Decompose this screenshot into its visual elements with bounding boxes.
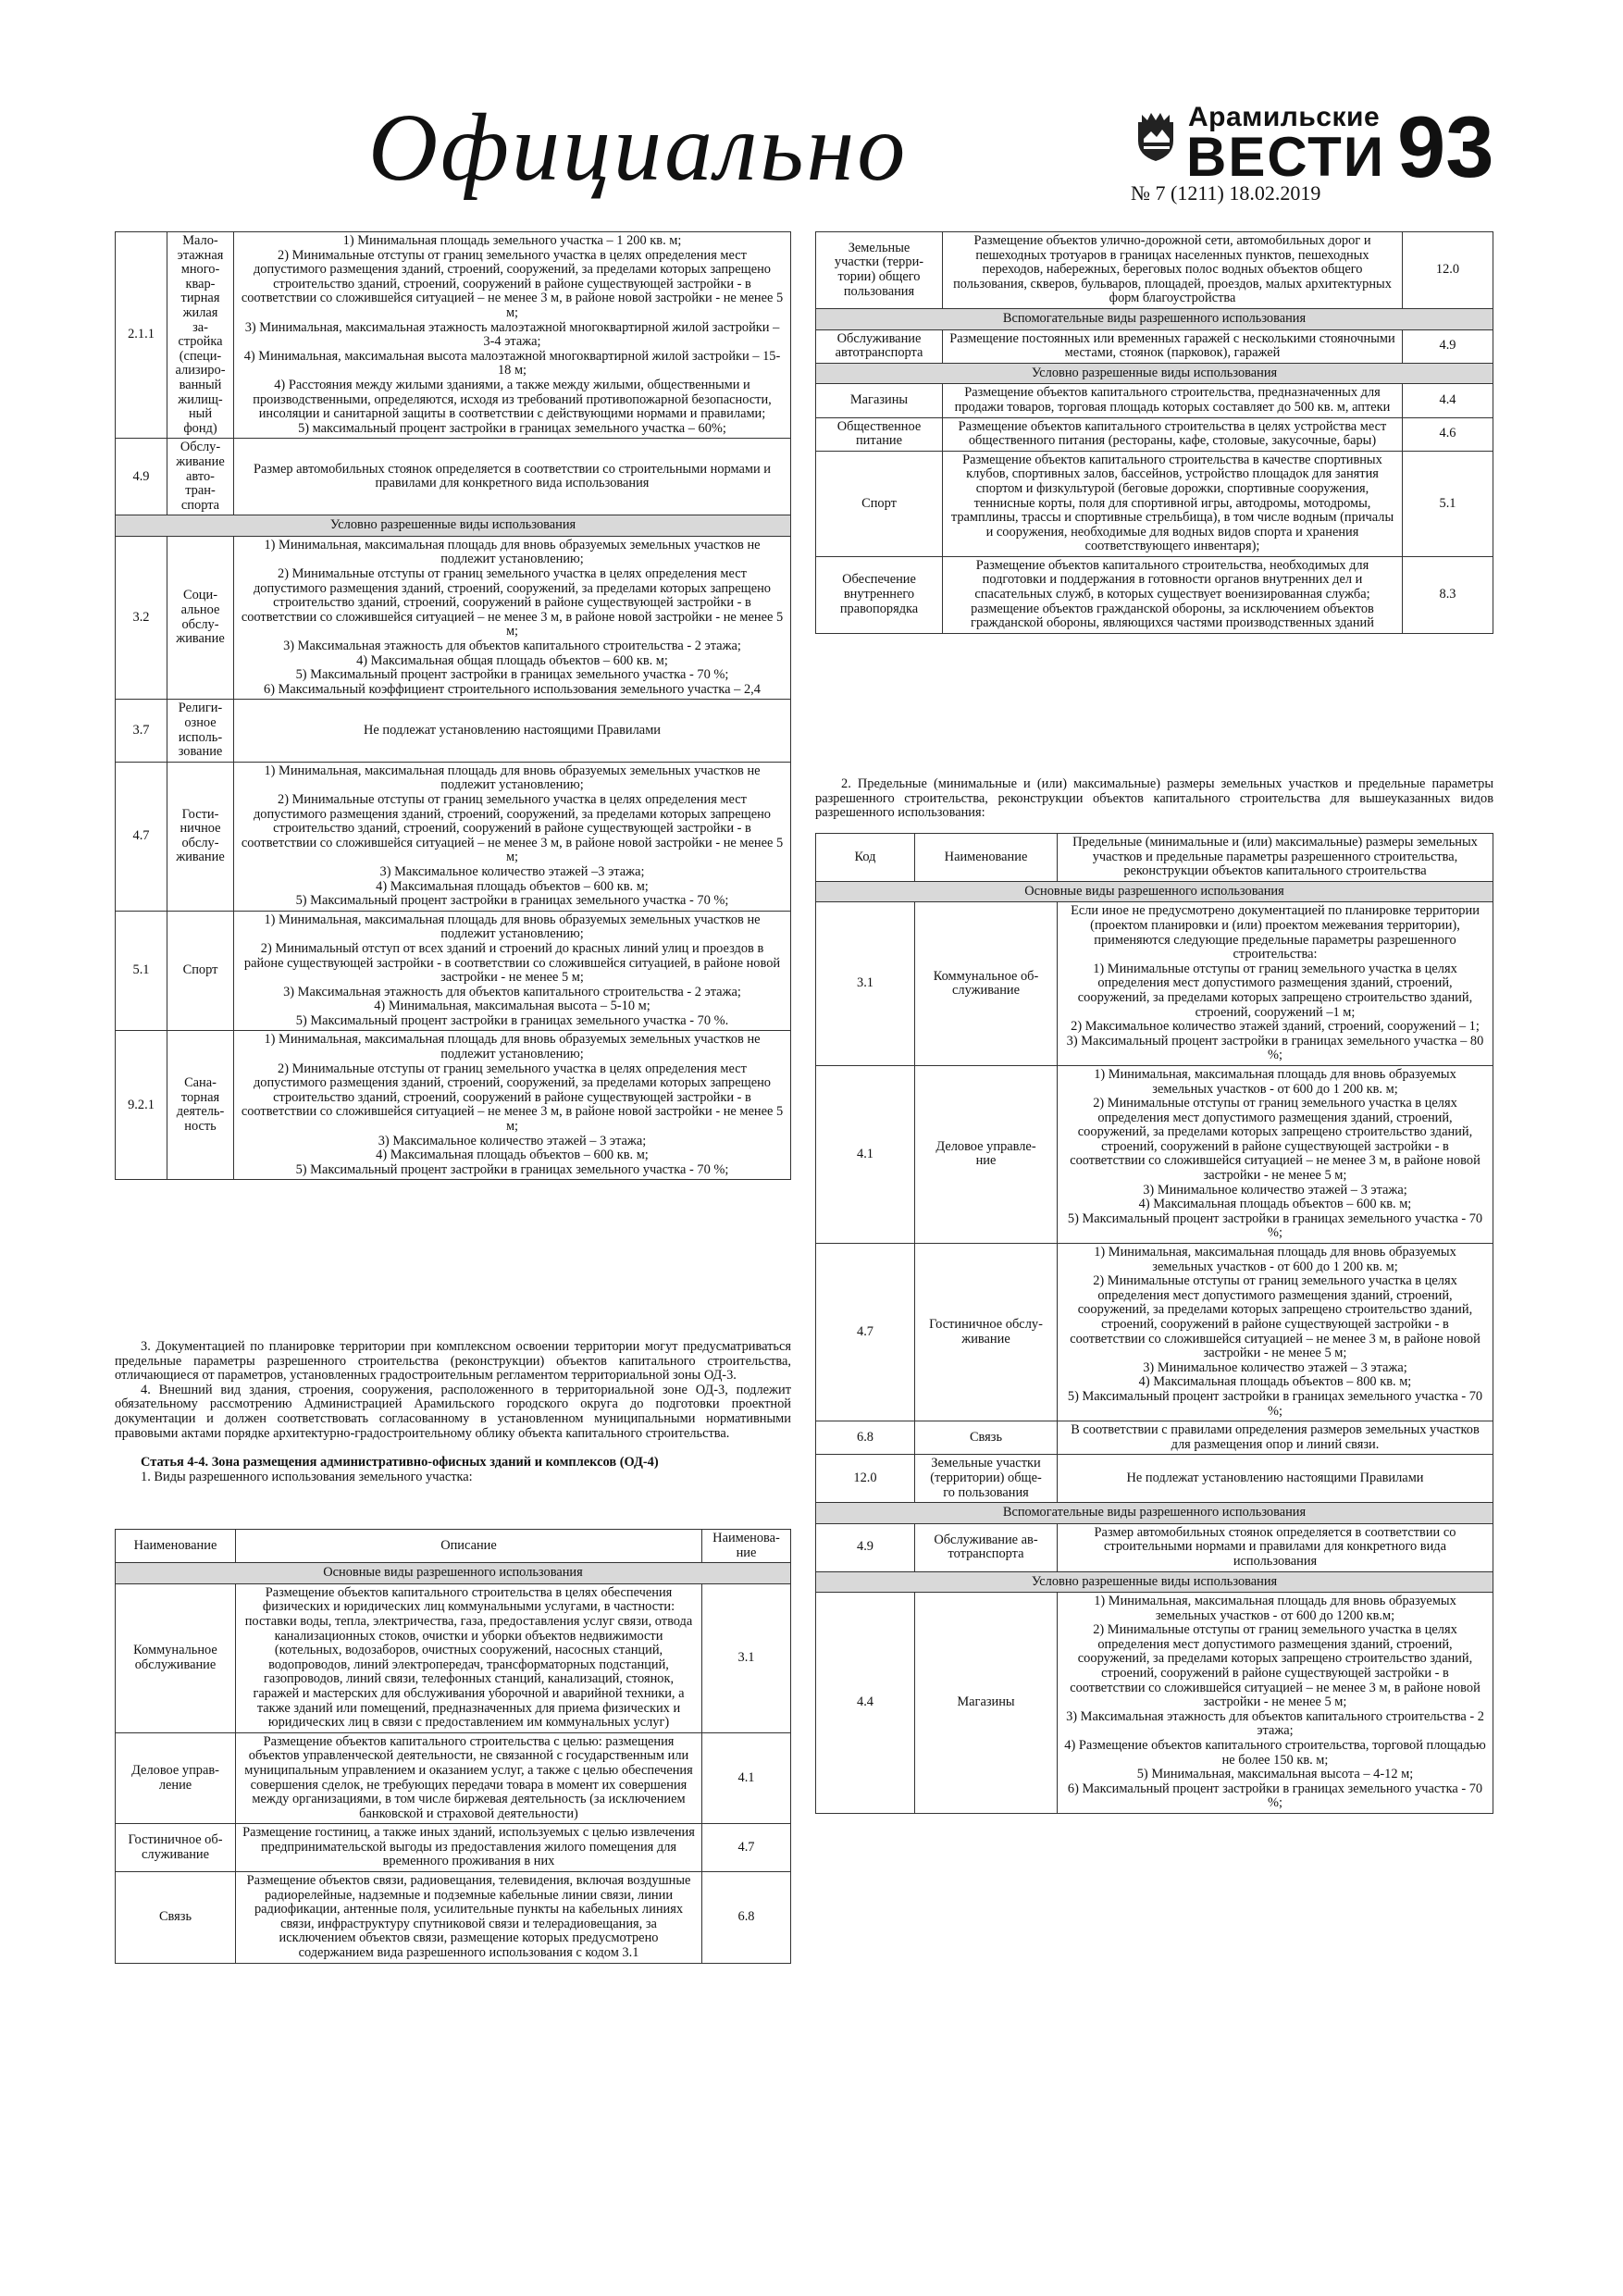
- brand-main-text: ВЕСТИ: [1186, 126, 1385, 188]
- column-header: Предельные (минимальные и (или) максимальные) размеры земельных участков и предельные параметры разрешенного строительства, реконструкции объектов капитального строительства: [1058, 834, 1493, 882]
- table-row: [816, 232, 1493, 309]
- use-description: 1) Минимальная, максимальная площадь для вновь образуемых земельных участков не подлежит установлению; 2) Минимальные отступы от границ земельного участка в целях определения мест допустимого размещения зданий, строений, сооружений, за пределами которых запрещено строительство зданий, строений, сооружений в районе существующей застройки - в соответствии со сложившейся ситуацией – не менее 3 м, в районе новой застройки - не менее 5 м; 3) Максимальное количество этажей – 3 этажа; 4) Максимальная площадь объектов – 600 кв. м; 5) Максимальный процент застройки в границах земельного участка - 70 %;: [234, 1031, 791, 1180]
- use-code: 4.9: [816, 1523, 915, 1571]
- table-row: [116, 536, 791, 700]
- use-name: Магазины: [915, 1593, 1058, 1814]
- category-label: Вспомогательные виды разрешенного использования: [816, 308, 1493, 329]
- header-row: [816, 834, 1493, 882]
- use-description: 1) Минимальная, максимальная площадь для вновь образуемых земельных участков не подлежит установлению; 2) Минимальные отступы от границ земельного участка в целях определения мест допустимого размещения зданий, строений, сооружений, за пределами которых запрещено строительство зданий, строений, сооружений в районе существующей застройки - в соответствии со сложившейся ситуацией – не менее 3 м, в районе новой застройки - не менее 5 м; 3) Максимальное количество этажей –3 этажа; 4) Максимальная площадь объектов – 600 кв. м; 5) Максимальный процент застройки в границах земельного участка - 70 %;: [234, 762, 791, 911]
- table-row: [816, 1421, 1493, 1455]
- use-name: Спорт: [816, 451, 943, 556]
- table-body: [116, 1530, 791, 1964]
- use-code: 6.8: [816, 1421, 915, 1455]
- zone-od3-table: [115, 231, 791, 1180]
- category-label: Условно разрешенные виды использования: [116, 515, 791, 537]
- use-code: 8.3: [1403, 556, 1493, 633]
- category-label: Условно разрешенные виды использования: [816, 363, 1493, 384]
- table-row: [116, 1872, 791, 1964]
- table-row: [116, 762, 791, 911]
- use-code: 3.1: [702, 1583, 791, 1732]
- section-title: Официально: [368, 94, 909, 201]
- table-row: [116, 700, 791, 762]
- column-header: Наименование: [116, 1530, 236, 1563]
- use-code: 4.7: [116, 762, 167, 911]
- left-notes: [115, 1340, 791, 1484]
- use-code: 3.2: [116, 536, 167, 700]
- table-row: [816, 556, 1493, 633]
- table-body: [816, 834, 1493, 1814]
- use-code: 3.1: [816, 902, 915, 1066]
- use-name: Спорт: [167, 911, 234, 1031]
- use-name: Обслуживание автотранспорта: [816, 329, 943, 363]
- use-name: Мало- этажная много- квар- тирная жилая за- стройка (специ- ализиро- ванный жилищ- ный фонд): [167, 232, 234, 439]
- use-description: Не подлежат установлению настоящими Правилами: [234, 700, 791, 762]
- use-name: Обслу- живание авто- тран- спорта: [167, 439, 234, 515]
- use-name: Связь: [116, 1872, 236, 1964]
- use-code: 4.1: [816, 1065, 915, 1243]
- use-name: Связь: [915, 1421, 1058, 1455]
- table-row: [816, 384, 1493, 417]
- column-header: Наименова- ние: [702, 1530, 791, 1563]
- table-row: [116, 1031, 791, 1180]
- table-row: [816, 1244, 1493, 1421]
- use-description: Размещение объектов связи, радиовещания, телевидения, включая воздушные радиорелейные, надземные и подземные кабельные линии связи, линии радиофикации, антенные поля, усилительные пункты на кабельных линиях связи, инфраструктуру спутниковой связи и телерадиовещания, за исключением объектов связи, размещение которых предусмотрено содержанием вида разрешенного использования с кодом 3.1: [236, 1872, 702, 1964]
- use-description: 1) Минимальная, максимальная площадь для вновь образуемых земельных участков - от 600 до 1 200 кв. м; 2) Минимальные отступы от границ земельного участка в целях определения мест допустимого размещения зданий, строений, сооружений, за пределами которых запрещено строительство зданий, строений, сооружений в районе существующей застройки - в соответствии со сложившейся ситуацией – не менее 3 м, в районе новой застройки - не менее 5 м; 3) Минимальное количество этажей – 3 этажа; 4) Максимальная площадь объектов – 800 кв. м; 5) Максимальный процент застройки в границах земельного участка - 70 %;: [1058, 1244, 1493, 1421]
- use-code: 6.8: [702, 1872, 791, 1964]
- use-description: Размещение объектов капитального строительства с целью: размещения объектов управленческой деятельности, не связанной с государственным или муниципальным управлением и оказанием услуг, а также с целью обеспечения совершения сделок, не требующих передачи товара в момент их совершения между организациями, в том числе биржевая деятельность (за исключением банковской и страховой деятельности): [236, 1732, 702, 1824]
- use-description: 1) Минимальная площадь земельного участка – 1 200 кв. м; 2) Минимальные отступы от границ земельного участка в целях определения мест допустимого размещения зданий, строений, сооружений, за пределами которых запрещено строительство зданий, строений, сооружений в районе существующей застройки - в соответствии со сложившейся ситуацией – не менее 3 м, в районе новой застройки - не менее 5 м; 3) Минимальная, максимальная этажность малоэтажной многоквартирной жилой застройки – 3-4 этажа; 4) Минимальная, максимальная высота малоэтажной многоквартирной жилой застройки – 15-18 м; 4) Расстояния между жилыми зданиями, а также между жилыми, общественными и производственными, определяются, исходя из требований противопожарной безопасности, инсоляции и санитарной защиты в соответствии с действующими нормами и правилами; 5) максимальный процент застройки в границах земельного участка – 60%;: [234, 232, 791, 439]
- use-code: 4.9: [116, 439, 167, 515]
- table-body: [116, 232, 791, 1180]
- use-description: Размещение объектов капитального строительства в целях устройства мест общественного питания (рестораны, кафе, столовые, закусочные, бары): [943, 417, 1403, 451]
- article-heading: Статья 4-4. Зона размещения административно-офисных зданий и комплексов (ОД-4): [141, 1455, 659, 1471]
- use-name: Обслуживание ав- тотранспорта: [915, 1523, 1058, 1571]
- paragraph-1: 1. Виды разрешенного использования земельного участка:: [141, 1469, 473, 1484]
- category-row: [816, 881, 1493, 902]
- table-row: [816, 329, 1493, 363]
- category-row: [116, 1563, 791, 1584]
- permitted-uses-table: [815, 231, 1493, 634]
- table-body: [816, 232, 1493, 634]
- column-header: Наименование: [915, 834, 1058, 882]
- use-name: Сана- торная деятель- ность: [167, 1031, 234, 1180]
- use-name: Земельные участки (территории) обще- го пользования: [915, 1455, 1058, 1503]
- use-description: Размещение объектов улично-дорожной сети, автомобильных дорог и пешеходных тротуаров в границах населенных пунктов, пешеходных переходов, набережных, береговых полос водных объектов общего пользования, скверов, бульваров, площадей, проездов, малых архитектурных форм благоустройства: [943, 232, 1403, 309]
- brand-top-text: Арамильские: [1188, 102, 1381, 132]
- table-row: [116, 439, 791, 515]
- table-row: [816, 1523, 1493, 1571]
- use-name: Земельные участки (терри- тории) общего пользования: [816, 232, 943, 309]
- zone-od4-uses-table: [115, 1529, 791, 1964]
- use-code: 4.4: [1403, 384, 1493, 417]
- table-row: [816, 417, 1493, 451]
- table-row: [116, 232, 791, 439]
- category-row: [816, 1503, 1493, 1524]
- use-description: Размер автомобильных стоянок определяется в соответствии со строительными нормами и правилами для конкретного вида использования: [234, 439, 791, 515]
- use-code: 4.1: [702, 1732, 791, 1824]
- page-number: 93: [1397, 98, 1494, 195]
- use-description: Размещение объектов капитального строительства в качестве спортивных клубов, спортивных залов, бассейнов, устройство площадок для занятия спортом и физкультурой (беговые дорожки, спортивные сооружения, теннисные корты, поля для спортивной игры, автодромы, мотодромы, трамплины, трассы и спортивные стрельбища), в том числе водным (причалы и сооружения, необходимые для водных видов спорта и хранения соответствующего инвентаря);: [943, 451, 1403, 556]
- category-label: Условно разрешенные виды использования: [816, 1571, 1493, 1593]
- use-code: 5.1: [1403, 451, 1493, 556]
- use-code: 3.7: [116, 700, 167, 762]
- use-name: Коммунальное об- служивание: [915, 902, 1058, 1066]
- category-row: [116, 515, 791, 537]
- table-row: [816, 902, 1493, 1066]
- use-description: Размещение объектов капитального строительства в целях обеспечения физических и юридических лиц коммунальными услугами, в частности: поставки воды, тепла, электричества, газа, предоставления услуг связи, отвода канализационных стоков, очистки и уборки объектов недвижимости (котельных, водозаборов, очистных сооружений, насосных станций, водопроводов, линий электропередач, трансформаторных подстанций, газопроводов, линий связи, телефонных станций, канализаций, стоянок, гаражей и мастерских для обслуживания уборочной и аварийной техники, а также зданий или помещений, предназначенных для приема физических и юридических лиц в связи с предоставлением им коммунальных услуг): [236, 1583, 702, 1732]
- use-description: Не подлежат установлению настоящими Правилами: [1058, 1455, 1493, 1503]
- use-name: Общественное питание: [816, 417, 943, 451]
- table-row: [816, 1455, 1493, 1503]
- column-header: Описание: [236, 1530, 702, 1563]
- use-name: Коммунальное обслуживание: [116, 1583, 236, 1732]
- use-name: Гостиничное обслу- живание: [915, 1244, 1058, 1421]
- use-code: 12.0: [816, 1455, 915, 1503]
- use-code: 9.2.1: [116, 1031, 167, 1180]
- category-row: [816, 1571, 1493, 1593]
- use-description: Размещение постоянных или временных гаражей с несколькими стояночными местами, стоянок (парковок), гаражей: [943, 329, 1403, 363]
- header-row: [116, 1530, 791, 1563]
- use-description: Размещение объектов капитального строительства, необходимых для подготовки и поддержания в готовности органов внутренних дел и спасательных служб, в которых существует военизированная служба; размещение объектов гражданской обороны, за исключением объектов гражданской обороны, являющихся частями производственных зданий: [943, 556, 1403, 633]
- use-code: 5.1: [116, 911, 167, 1031]
- category-row: [816, 363, 1493, 384]
- table-row: [116, 911, 791, 1031]
- use-code: 4.4: [816, 1593, 915, 1814]
- use-name: Обеспечение внутреннего правопорядка: [816, 556, 943, 633]
- use-code: 12.0: [1403, 232, 1493, 309]
- table-row: [816, 1065, 1493, 1243]
- use-description: Размер автомобильных стоянок определяется в соответствии со строительными нормами и правилами для конкретного вида использования: [1058, 1523, 1493, 1571]
- use-code: 4.6: [1403, 417, 1493, 451]
- use-description: Размещение объектов капитального строительства, предназначенных для продажи товаров, торговая площадь которых составляет до 500 кв. м, аптеки: [943, 384, 1403, 417]
- use-description: Размещение гостиниц, а также иных зданий, используемых с целью извлечения предпринимательской выгоды из предоставления жилого помещения для временного проживания в них: [236, 1824, 702, 1872]
- use-name: Деловое управле- ние: [915, 1065, 1058, 1243]
- newspaper-logo: [1134, 96, 1385, 188]
- use-code: 4.9: [1403, 329, 1493, 363]
- category-label: Основные виды разрешенного использования: [816, 881, 1493, 902]
- category-row: [816, 308, 1493, 329]
- limit-parameters-table: [815, 833, 1493, 1814]
- coat-of-arms-icon: [1134, 109, 1177, 163]
- use-description: 1) Минимальная, максимальная площадь для вновь образуемых земельных участков не подлежит установлению; 2) Минимальный отступ от всех зданий и строений до красных линий улиц и проездов в районе существующей застройки - в соответствии со сложившейся ситуацией, в районе новой застройки - не менее 5 м; 3) Максимальная этажность для объектов капитального строительства - 2 этажа; 4) Минимальная, максимальная высота – 5-10 м; 5) Максимальный процент застройки в границах земельного участка - 70 %.: [234, 911, 791, 1031]
- category-label: Вспомогательные виды разрешенного использования: [816, 1503, 1493, 1524]
- category-label: Основные виды разрешенного использования: [116, 1563, 791, 1584]
- use-name: Деловое управ- ление: [116, 1732, 236, 1824]
- use-code: 2.1.1: [116, 232, 167, 439]
- paragraph-3: 3. Документацией по планировке территории при комплексном освоении территории могут предусматриваться предельные параметры разрешенного строительства (реконструкции) объектов капитального строительства, отличающиеся от параметров, установленных градостроительным регламентом территориальной зоны ОД-3.: [115, 1339, 791, 1384]
- use-description: Если иное не предусмотрено документацией по планировке территории (проектом планировки и (или) проектом межевания территории), применяются следующие предельные параметры разрешенного строительства: 1) Минимальные отступы от границ земельного участка в целях определения мест допустимого размещения зданий, строений, сооружений, за пределами которых запрещено строительство зданий, строений, сооружений –1 м; 2) Максимальное количество этажей зданий, строений, сооружений – 1; 3) Максимальный процент застройки в границах земельного участка – 80 %;: [1058, 902, 1493, 1066]
- use-name: Гостиничное об- служивание: [116, 1824, 236, 1872]
- use-name: Соци- альное обслу- живание: [167, 536, 234, 700]
- use-code: 4.7: [702, 1824, 791, 1872]
- paragraph-4: 4. Внешний вид здания, строения, сооружения, расположенного в территориальной зоне ОД-3, подлежит обязательному рассмотрению Администрацией Арамильского городского округа до подготовки проектной документации и должен соответствовать согласованному в установленном муниципальными нормативными правовыми актами порядке архитектурно-градостроительному облику объекта капитального строительства.: [115, 1382, 791, 1441]
- use-name: Религи- озное исполь- зование: [167, 700, 234, 762]
- right-notes: [815, 777, 1493, 821]
- table-row: [116, 1824, 791, 1872]
- issue-info: № 7 (1211) 18.02.2019: [1131, 181, 1321, 205]
- use-name: Гости- ничное обслу- живание: [167, 762, 234, 911]
- table-row: [816, 1593, 1493, 1814]
- paragraph-2: 2. Предельные (минимальные и (или) максимальные) размеры земельных участков и предельные параметры разрешенного строительства, реконструкции объектов капитального строительства для вышеуказанных видов разрешенного использования:: [815, 776, 1493, 821]
- column-header: Код: [816, 834, 915, 882]
- use-description: 1) Минимальная, максимальная площадь для вновь образуемых земельных участков - от 600 до 1 200 кв. м; 2) Минимальные отступы от границ земельного участка в целях определения мест допустимого размещения зданий, строений, сооружений, за пределами которых запрещено строительство зданий, строений, сооружений в районе существующей застройки - в соответствии со сложившейся ситуацией – не менее 3 м, в районе новой застройки - не менее 5 м; 3) Минимальное количество этажей – 3 этажа; 4) Максимальная площадь объектов – 600 кв. м; 5) Максимальный процент застройки в границах земельного участка - 70 %;: [1058, 1065, 1493, 1243]
- use-description: 1) Минимальная, максимальная площадь для вновь образуемых земельных участков не подлежит установлению; 2) Минимальные отступы от границ земельного участка в целях определения мест допустимого размещения зданий, строений, сооружений, за пределами которых запрещено строительство зданий, строений, сооружений в районе существующей застройки - в соответствии со сложившейся ситуацией – не менее 3 м, в районе новой застройки - не менее 5 м; 3) Максимальная этажность для объектов капитального строительства - 2 этажа; 4) Максимальная общая площадь объектов – 600 кв. м; 5) Максимальный процент застройки в границах земельного участка - 70 %; 6) Максимальный коэффициент строительного использования земельного участка – 2,4: [234, 536, 791, 700]
- table-row: [116, 1732, 791, 1824]
- table-row: [816, 451, 1493, 556]
- use-description: В соответствии с правилами определения размеров земельных участков для размещения опор и линий связи.: [1058, 1421, 1493, 1455]
- table-row: [116, 1583, 791, 1732]
- use-code: 4.7: [816, 1244, 915, 1421]
- use-name: Магазины: [816, 384, 943, 417]
- use-description: 1) Минимальная, максимальная площадь для вновь образуемых земельных участков - от 600 до 1200 кв.м; 2) Минимальные отступы от границ земельного участка в целях определения мест допустимого размещения зданий, строений, сооружений, за пределами которых запрещено строительство зданий, строений, сооружений в районе существующей застройки - в соответствии со сложившейся ситуацией – не менее 3 м, в районе новой застройки - не менее 5 м; 3) Максимальная этажность для объектов капитального строительства - 2 этажа; 4) Размещение объектов капитального строительства, торговой площадью не более 150 кв. м; 5) Минимальная, максимальная высота – 4-12 м; 6) Максимальный процент застройки в границах земельного участка - 70 %;: [1058, 1593, 1493, 1814]
